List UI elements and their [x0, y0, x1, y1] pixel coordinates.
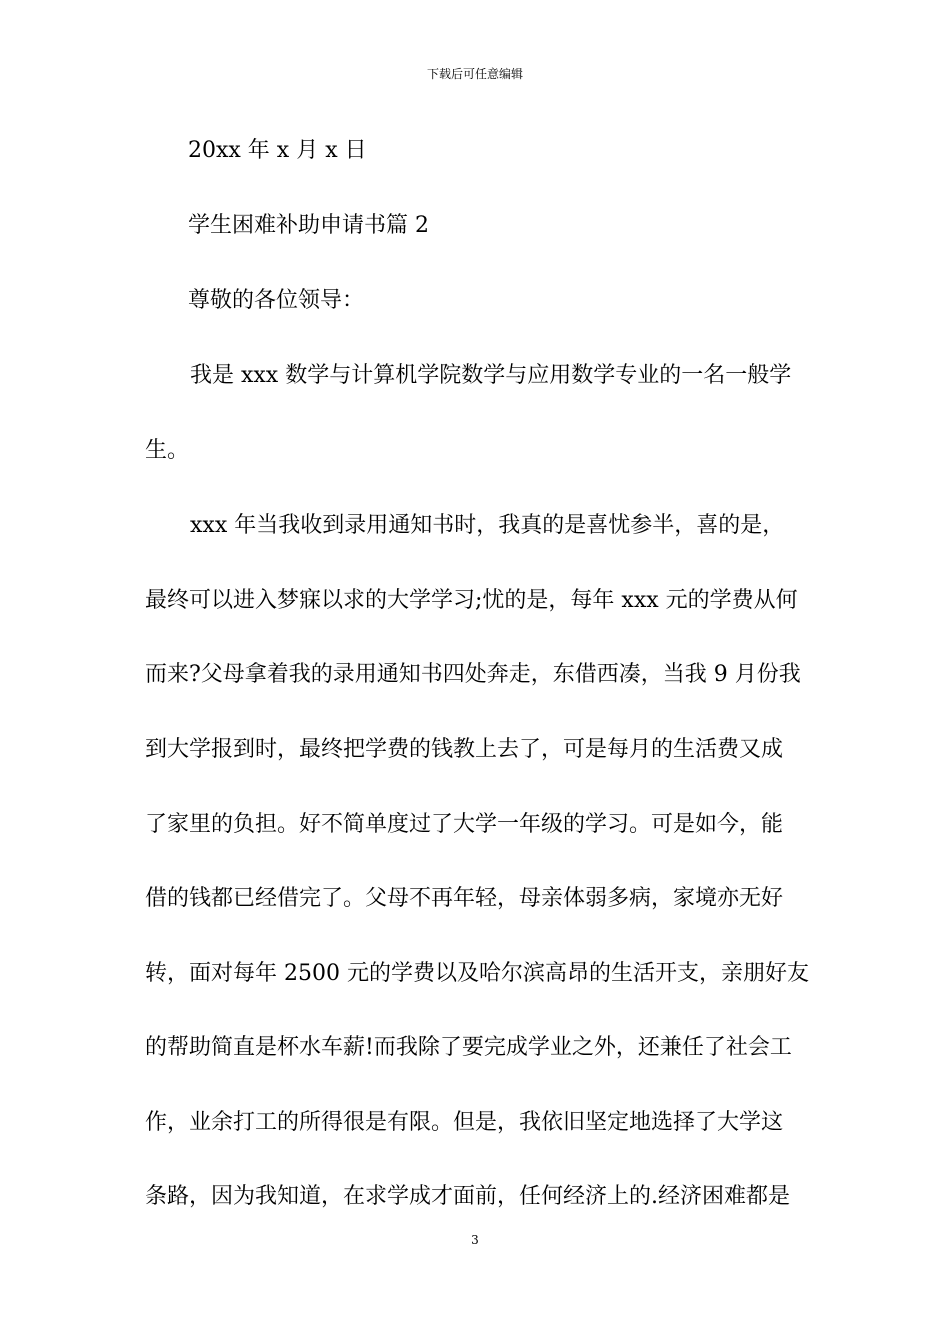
paragraph-line: 我是 xxx 数学与计算机学院数学与应用数学专业的一名一般学: [190, 363, 792, 388]
page-header: 下载后可任意编辑: [426, 67, 523, 81]
paragraph-line: 了家里的负担。好不简单度过了大学一年级的学习。可是如今，能: [145, 812, 784, 837]
paragraph-line: 到大学报到时，最终把学费的钱教上去了，可是每月的生活费又成: [145, 737, 784, 762]
paragraph-line: 借的钱都已经借完了。父母不再年轻，母亲体弱多病，家境亦无好: [145, 886, 784, 911]
salutation: 尊敬的各位领导：: [188, 288, 365, 313]
paragraph-line: 最终可以进入梦寐以求的大学学习;忧的是，每年 xxx 元的学费从何: [145, 588, 798, 613]
page-number: 3: [471, 1233, 479, 1247]
paragraph-line: 生。: [145, 438, 190, 463]
paragraph-line: 而来?父母拿着我的录用通知书四处奔走，东借西凑，当我 9 月份我: [145, 662, 801, 687]
paragraph-line: xxx 年当我收到录用通知书时，我真的是喜忧参半，喜的是，: [190, 513, 785, 538]
paragraph-line: 作，业余打工的所得很是有限。但是，我依旧坚定地选择了大学这: [145, 1110, 784, 1135]
paragraph-line: 转，面对每年 2500 元的学费以及哈尔滨高昂的生活开支，亲朋好友: [145, 961, 809, 986]
date-line: 20xx 年 x 月 x 日: [188, 138, 367, 163]
paragraph-line: 的帮助简直是杯水车薪!而我除了要完成学业之外，还兼任了社会工: [145, 1035, 792, 1060]
section-title: 学生困难补助申请书篇 2: [188, 213, 429, 238]
paragraph-line: 条路，因为我知道，在求学成才面前，任何经济上的.经济困难都是: [145, 1184, 790, 1209]
